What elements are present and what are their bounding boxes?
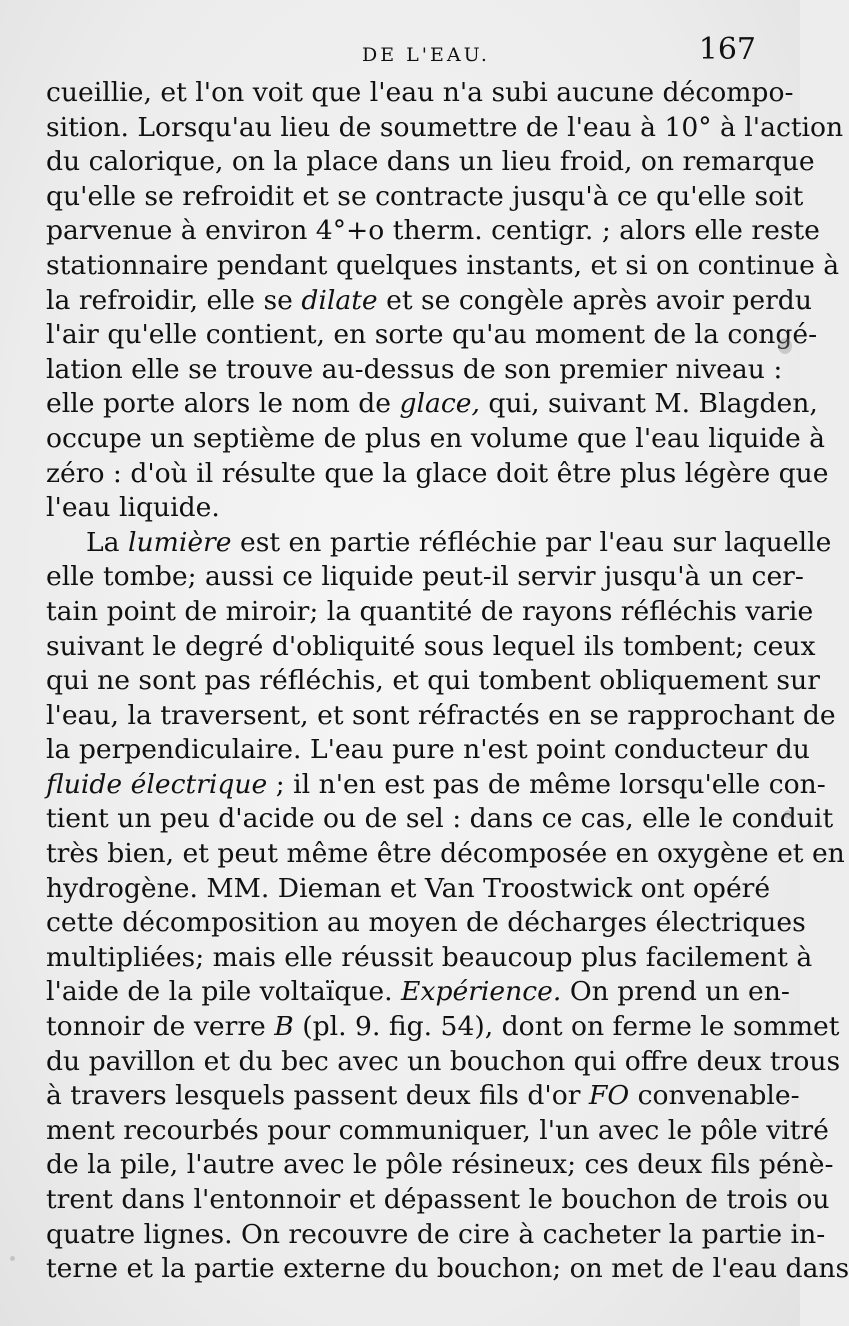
text-run: l'air qu'elle contient, en sorte qu'au moment de la congé- xyxy=(46,319,818,351)
paper-speck xyxy=(778,338,792,354)
italic-term: FO xyxy=(588,1080,630,1112)
text-run: quatre lignes. On recouvre de cire à cacheter la partie in- xyxy=(46,1218,826,1250)
text-run: est en partie réfléchie par l'eau sur laquelle xyxy=(231,526,832,558)
text-run: (pl. 9. fig. 54), dont on ferme le sommet xyxy=(293,1011,840,1043)
page-header xyxy=(0,32,800,78)
italic-term: Expérience. xyxy=(401,976,562,1008)
text-line xyxy=(46,318,818,353)
text-run: cette décomposition au moyen de décharges électriques xyxy=(46,907,806,939)
text-run: très bien, et peut même être décomposée en oxygène et en xyxy=(46,838,845,870)
text-run: zéro : d'où il résulte que la glace doit être plus légère que xyxy=(46,457,829,489)
text-run: du calorique, on la place dans un lieu froid, on remarque xyxy=(46,146,815,178)
text-run: suivant le degré d'obliquité sous lequel ils tombent; ceux xyxy=(46,630,816,662)
text-run: La xyxy=(86,526,128,558)
text-run: parvenue à environ 4°+o therm. centigr. ; alors elle reste xyxy=(46,215,820,247)
text-line xyxy=(46,1218,826,1253)
text-line xyxy=(46,387,818,422)
text-run: cueillie, et l'on voit que l'eau n'a subi aucune décompo- xyxy=(46,77,794,108)
text-run: ; il n'en est pas de même lorsqu'elle con- xyxy=(267,768,826,800)
text-run: de la pile, l'autre avec le pôle résineux; ces deux fils pénè- xyxy=(46,1149,834,1181)
text-line xyxy=(46,802,834,837)
text-run: hydrogène. MM. Dieman et Van Troostwick ont opéré xyxy=(46,872,771,904)
text-run: du pavillon et du bec avec un bouchon qui offre deux trous xyxy=(46,1045,841,1077)
text-run: l'aide de la pile voltaïque. xyxy=(46,976,402,1008)
text-run: à travers lesquels passent deux fils d'or xyxy=(46,1080,589,1112)
text-line xyxy=(46,249,840,284)
text-run: elle tombe; aussi ce liquide peut-il servir jusqu'à un cer- xyxy=(46,561,804,593)
text-line xyxy=(46,733,810,768)
text-run: qu'elle se refroidit et se contracte jusqu'à ce qu'elle soit xyxy=(46,180,804,212)
text-run: tain point de miroir; la quantité de rayons réfléchis varie xyxy=(46,595,814,627)
text-line xyxy=(46,1183,830,1218)
text-line xyxy=(46,491,758,526)
text-line xyxy=(46,457,829,492)
text-run: l'eau, la traversent, et sont réfractés en se rapprochant de xyxy=(46,699,836,731)
paper-speck xyxy=(10,1256,15,1261)
text-line xyxy=(46,422,826,457)
text-line xyxy=(46,975,790,1010)
text-run: la refroidir, elle se xyxy=(46,284,302,316)
text-line xyxy=(46,1045,841,1080)
text-run: multipliées; mais elle réussit beaucoup plus facilement à xyxy=(46,941,813,973)
text-line xyxy=(46,526,832,561)
text-line xyxy=(46,560,804,595)
italic-term: dilate xyxy=(301,284,378,316)
text-line xyxy=(46,630,816,665)
text-line xyxy=(46,1148,834,1183)
text-run: l'eau liquide. xyxy=(46,492,220,524)
text-line xyxy=(46,111,844,146)
text-run: elle porte alors le nom de xyxy=(46,388,400,420)
paper-speck xyxy=(784,810,792,819)
text-line xyxy=(46,872,771,907)
text-run: la perpendiculaire. L'eau pure n'est point conducteur du xyxy=(46,734,810,766)
text-line xyxy=(46,145,815,180)
italic-term: fluide électrique xyxy=(46,768,268,800)
text-run: sition. Lorsqu'au lieu de soumettre de l'eau à 10° à l'action xyxy=(46,111,844,143)
text-run: tient un peu d'acide ou de sel : dans ce cas, elle le conduit xyxy=(46,803,834,835)
text-run: ment recourbés pour communiquer, l'un avec le pôle vitré xyxy=(46,1114,829,1146)
italic-term: glace, xyxy=(399,388,480,420)
text-line xyxy=(46,1079,800,1114)
text-line xyxy=(46,353,783,388)
text-line xyxy=(46,906,806,941)
text-run: occupe un septième de plus en volume que l'eau liquide à xyxy=(46,422,826,454)
text-run: On prend un en- xyxy=(561,976,790,1008)
text-line xyxy=(46,664,820,699)
text-line xyxy=(46,941,813,976)
text-line xyxy=(46,699,836,734)
text-run: qui ne sont pas réfléchis, et qui tombent obliquement sur xyxy=(46,665,820,697)
text-line xyxy=(46,768,826,803)
text-line xyxy=(46,214,820,249)
text-run: terne et la partie externe du bouchon; on met de l'eau dans xyxy=(46,1253,849,1285)
text-run: tonnoir de verre xyxy=(46,1011,275,1043)
italic-term: lumière xyxy=(127,526,232,558)
text-line xyxy=(46,1114,829,1149)
text-run: convenable- xyxy=(629,1080,800,1112)
running-title: DE L'EAU. xyxy=(362,44,490,66)
text-line xyxy=(46,1010,840,1045)
text-line xyxy=(46,595,814,630)
italic-term: B xyxy=(274,1011,294,1043)
page-number: 167 xyxy=(698,32,756,67)
text-run: et se congèle après avoir perdu xyxy=(377,284,812,316)
text-line xyxy=(46,284,812,319)
text-line xyxy=(46,76,794,111)
text-run: stationnaire pendant quelques instants, et si on continue à xyxy=(46,249,840,281)
text-line xyxy=(46,1252,849,1287)
text-line xyxy=(46,837,845,872)
body-text xyxy=(46,76,849,1287)
text-run: qui, suivant M. Blagden, xyxy=(479,388,818,420)
text-run: lation elle se trouve au-dessus de son premier niveau : xyxy=(46,353,783,385)
text-run: trent dans l'entonnoir et dépassent le bouchon de trois ou xyxy=(46,1184,830,1215)
text-line xyxy=(46,180,804,215)
